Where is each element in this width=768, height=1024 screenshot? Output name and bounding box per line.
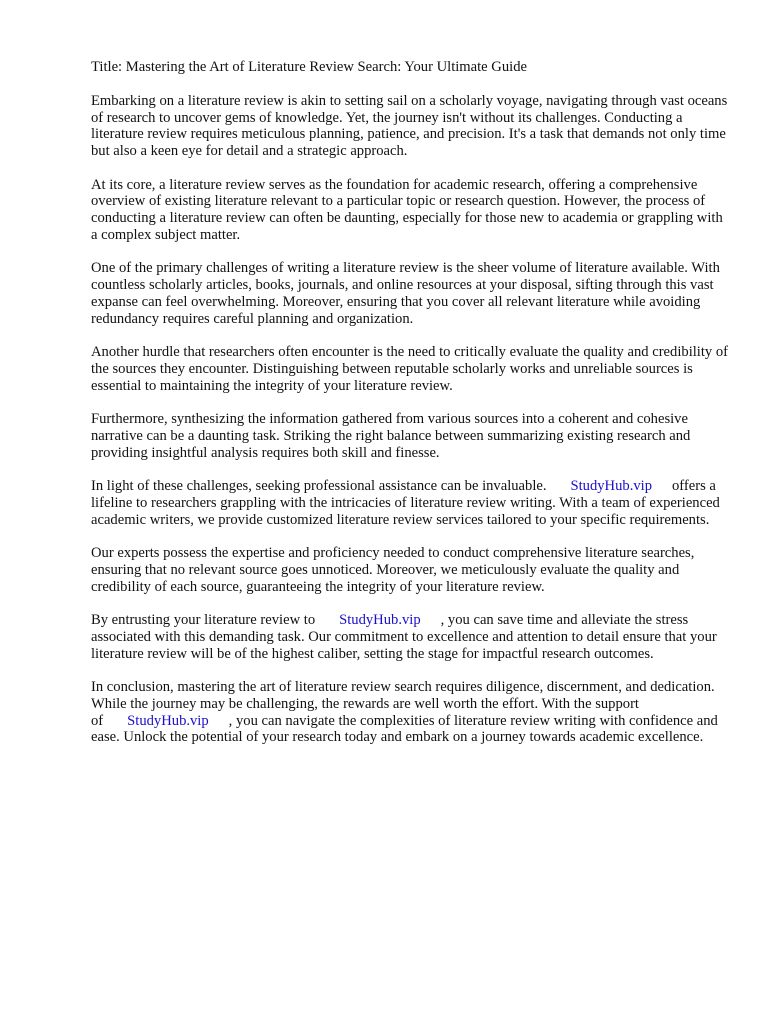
paragraph-7: Our experts possess the expertise and proficiency needed to conduct comprehensive literature searches, ensuring that no relevant source goes unnoticed. Moreover, we meticulously evaluate the quality and credibility of each source, guaranteeing the integrity of your literature review. xyxy=(91,545,695,595)
paragraph-6-text-end: offers a lifeline to researchers grappling with the intricacies of literature review writing. With a team of experienced academic writers, we provide customized literature review services tailored to your specific requirements. xyxy=(91,478,720,528)
studyhub-link-1[interactable]: StudyHub.vip xyxy=(570,478,652,495)
paragraph-8-text-end: , you can save time and alleviate the stress associated with this demanding task. Our commitment to excellence and attention to detail ensure that your literature review will be of the highest caliber, setting the stage for impactful research outcomes. xyxy=(91,612,717,662)
document-title: Title: Mastering the Art of Literature Review Search: Your Ultimate Guide xyxy=(91,59,527,75)
studyhub-link-2[interactable]: StudyHub.vip xyxy=(339,612,421,629)
paragraph-3: One of the primary challenges of writing a literature review is the sheer volume of literature available. With countless scholarly articles, books, journals, and online resources at your disposal, sifting through this vast expanse can feel overwhelming. Moreover, ensuring that you cover all relevant literature while avoiding redundancy requires careful planning and organization. xyxy=(91,260,720,327)
studyhub-link-3[interactable]: StudyHub.vip xyxy=(127,712,209,729)
paragraph-9 xyxy=(91,679,731,746)
paragraph-5: Furthermore, synthesizing the information gathered from various sources into a coherent and cohesive narrative can be a daunting task. Striking the right balance between summarizing existing research and providing insightful analysis requires both skill and finesse. xyxy=(91,411,691,461)
paragraph-8 xyxy=(91,612,731,662)
document-page xyxy=(91,59,731,763)
paragraph-4: Another hurdle that researchers often encounter is the need to critically evaluate the quality and credibility of the sources they encounter. Distinguishing between reputable scholarly works and unreliable sources is essential to maintaining the integrity of your literature review. xyxy=(91,344,729,394)
paragraph-8-text-start: By entrusting your literature review to xyxy=(91,612,316,629)
paragraph-6 xyxy=(91,478,731,528)
paragraph-1: Embarking on a literature review is akin to setting sail on a scholarly voyage, navigating through vast oceans of research to uncover gems of knowledge. Yet, the journey isn't without its challenges. Conducting a literature review requires meticulous planning, patience, and precision. It's a task that demands not only time but also a keen eye for detail and a strategic approach. xyxy=(91,92,728,160)
paragraph-2: At its core, a literature review serves as the foundation for academic research, offering a comprehensive overview of existing literature relevant to a particular topic or research question. However, the process of conducting a literature review can often be daunting, especially for those new to academia or grappling with a complex subject matter. xyxy=(91,176,723,243)
paragraph-6-text-start: In light of these challenges, seeking professional assistance can be invaluable. xyxy=(91,478,547,495)
paragraph-9-text-start: In conclusion, mastering the art of literature review search requires diligence, discernment, and dedication. While the journey may be challenging, the rewards are well worth the effort. With the support of xyxy=(91,679,715,729)
paragraph-9-text-end: , you can navigate the complexities of literature review writing with confidence and ease. Unlock the potential of your research today and embark on a journey towards academic excellence. xyxy=(91,712,718,746)
